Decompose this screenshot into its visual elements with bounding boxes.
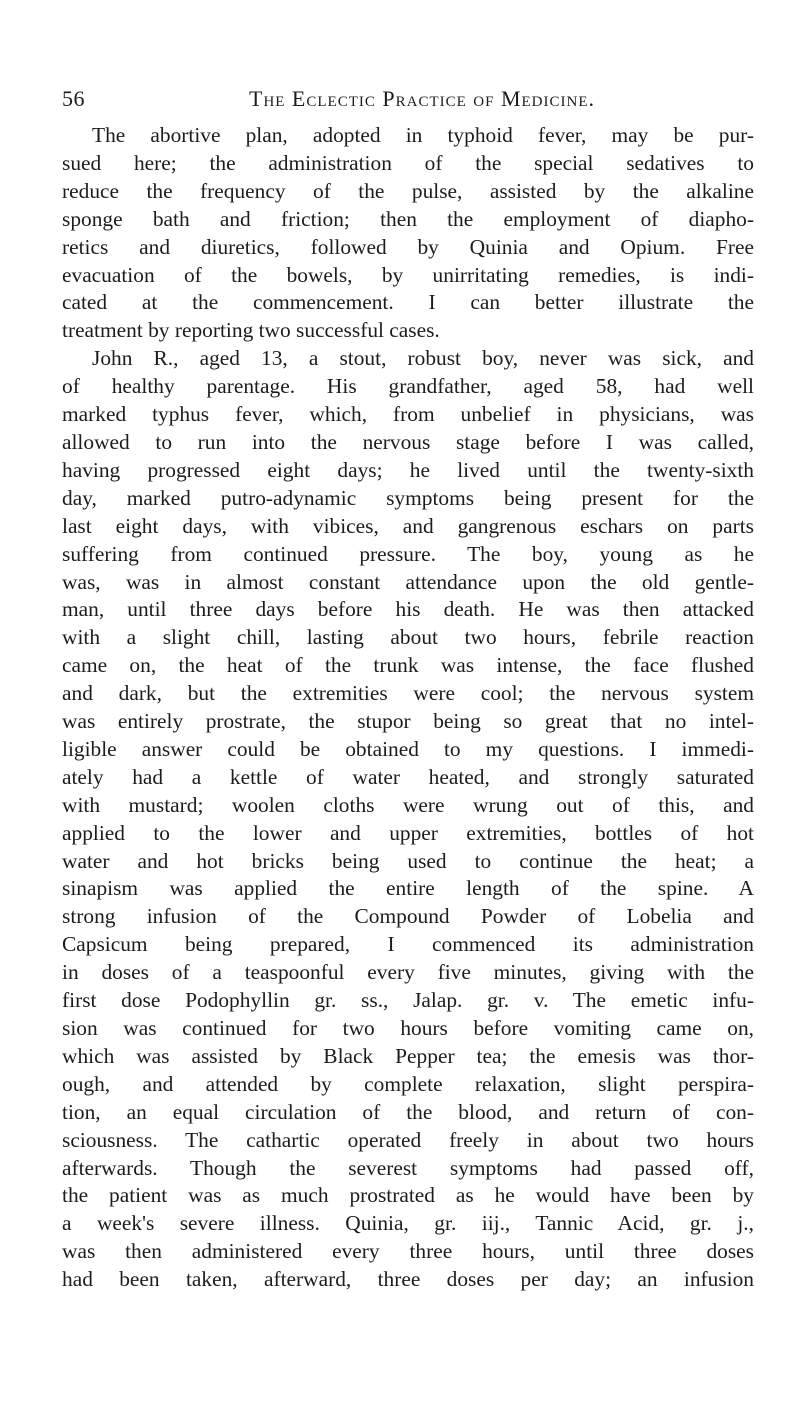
text-line: having progressed eight days; he lived until the twenty-sixth	[62, 457, 754, 482]
text-line: in doses of a teaspoonful every five minutes, giving with the	[62, 960, 754, 985]
text-line: sciousness. The cathartic operated freely in about two hours	[62, 1127, 754, 1152]
text-line: was entirely prostrate, the stupor being so great that no intel-	[62, 709, 754, 734]
text-line: which was assisted by Black Pepper tea; the emesis was thor-	[62, 1043, 754, 1068]
text-line: sinapism was applied the entire length of the spine. A	[62, 876, 754, 901]
text-line: reduce the frequency of the pulse, assisted by the alkaline	[62, 178, 754, 203]
page-number: 56	[62, 86, 85, 111]
text-line: John R., aged 13, a stout, robust boy, never was sick, and	[92, 346, 754, 371]
text-line: treatment by reporting two successful cases.	[62, 318, 440, 343]
text-line: cated at the commencement. I can better illustrate the	[62, 290, 754, 315]
text-line: last eight days, with vibices, and gangrenous eschars on parts	[62, 513, 754, 538]
text-line: ately had a kettle of water heated, and strongly saturated	[62, 764, 754, 789]
text-line: retics and diuretics, followed by Quinia and Opium. Free	[62, 234, 754, 259]
text-line: man, until three days before his death. He was then attacked	[62, 597, 754, 622]
text-line: with a slight chill, lasting about two hours, febrile reaction	[62, 625, 754, 650]
text-line: strong infusion of the Compound Powder of Lobelia and	[62, 904, 754, 929]
text-line: afterwards. Though the severest symptoms had passed off,	[62, 1155, 754, 1180]
text-line: marked typhus fever, which, from unbelief in physicians, was	[62, 402, 754, 427]
text-line: evacuation of the bowels, by unirritating remedies, is indi-	[62, 262, 754, 287]
text-line: ough, and attended by complete relaxation, slight perspira-	[62, 1071, 754, 1096]
text-line: sponge bath and friction; then the employment of diapho-	[62, 206, 754, 231]
text-line: and dark, but the extremities were cool; the nervous system	[62, 681, 754, 706]
text-line: water and hot bricks being used to continue the heat; a	[62, 848, 754, 873]
page-header	[62, 86, 752, 114]
text-line: allowed to run into the nervous stage before I was called,	[62, 429, 754, 454]
text-line: had been taken, afterward, three doses per day; an infusion	[62, 1267, 754, 1292]
text-line: The abortive plan, adopted in typhoid fever, may be pur-	[92, 123, 754, 147]
text-line: of healthy parentage. His grandfather, aged 58, had well	[62, 374, 754, 399]
text-line: was, was in almost constant attendance upon the old gentle-	[62, 569, 754, 594]
running-head: The Eclectic Practice of Medicine.	[249, 86, 595, 111]
text-line: sued here; the administration of the special sedatives to	[62, 150, 754, 175]
text-line: a week's severe illness. Quinia, gr. iij., Tannic Acid, gr. j.,	[62, 1211, 754, 1236]
text-line: ligible answer could be obtained to my questions. I immedi-	[62, 736, 754, 761]
text-line: suffering from continued pressure. The boy, young as he	[62, 541, 754, 566]
text-line: Capsicum being prepared, I commenced its administration	[62, 932, 754, 957]
text-line: the patient was as much prostrated as he would have been by	[62, 1183, 754, 1208]
text-line: applied to the lower and upper extremities, bottles of hot	[62, 820, 754, 845]
body-text	[62, 122, 754, 1294]
text-line: tion, an equal circulation of the blood, and return of con-	[62, 1099, 754, 1124]
text-line: sion was continued for two hours before vomiting came on,	[62, 1016, 754, 1040]
text-line: day, marked putro-adynamic symptoms being present for the	[62, 485, 754, 510]
text-line: was then administered every three hours, until three doses	[62, 1239, 754, 1264]
text-line: came on, the heat of the trunk was intense, the face flushed	[62, 653, 754, 678]
text-line: first dose Podophyllin gr. ss., Jalap. gr. v. The emetic infu-	[62, 988, 754, 1013]
text-line: with mustard; woolen cloths were wrung out of this, and	[62, 792, 754, 817]
